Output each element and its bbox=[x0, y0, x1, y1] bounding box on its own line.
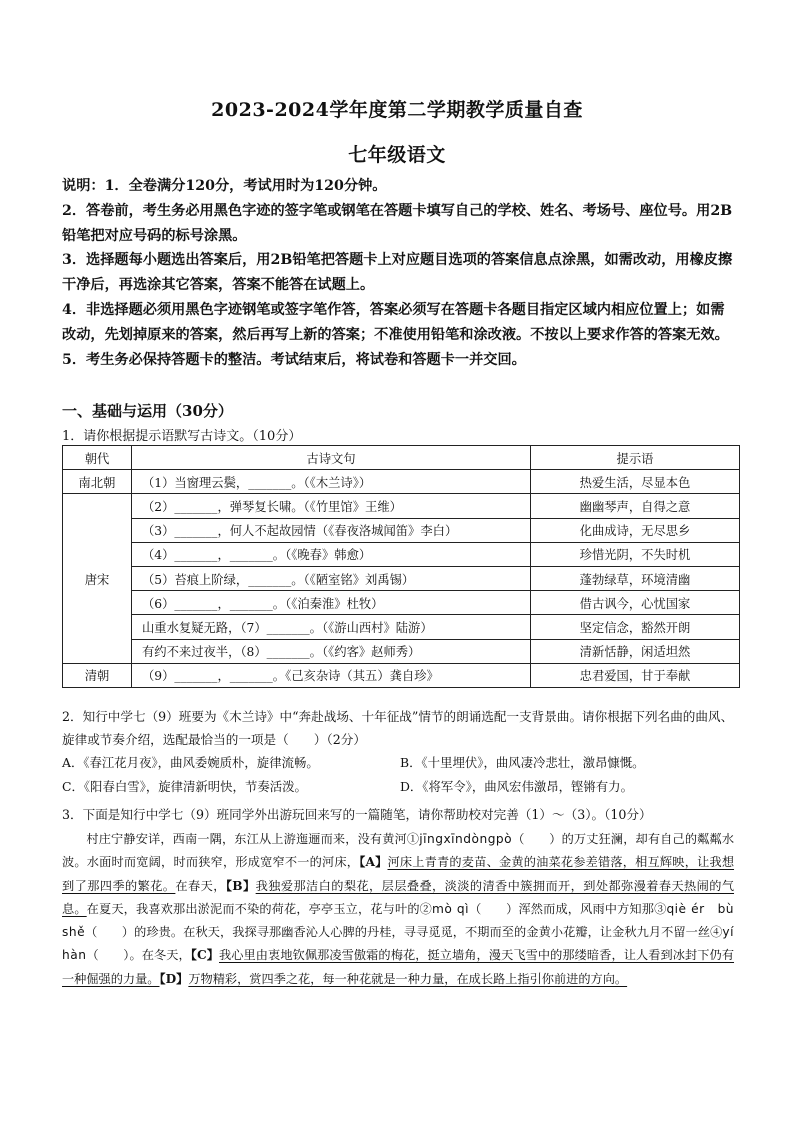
option-a: A．《春江花月夜》，曲风委婉质朴，旋律流畅。 bbox=[62, 755, 319, 770]
verse-cell: （1）当窗理云鬓，_______。（《木兰诗》） bbox=[132, 470, 531, 494]
poem-table bbox=[62, 445, 740, 688]
sentence-d: 万物精彩，赏四季之花，每一种花就是一种力量，在成长路上指引你前进的方向。 bbox=[188, 971, 628, 986]
passage-text: （ ）浑然而成，风雨中方知那③ bbox=[468, 901, 667, 916]
table-row bbox=[63, 470, 740, 494]
passage-paragraph bbox=[62, 828, 734, 991]
option-d: D．《将军令》，曲风宏伟激昂，铿锵有力。 bbox=[400, 779, 633, 794]
dynasty-cell: 南北朝 bbox=[63, 470, 132, 494]
header-dynasty: 朝代 bbox=[63, 446, 132, 470]
essay-passage bbox=[62, 828, 734, 991]
hint-cell: 借古讽今，心忧国家 bbox=[531, 591, 740, 615]
passage-text: 在春天， bbox=[175, 878, 226, 893]
dynasty-cell: 清朝 bbox=[63, 663, 132, 687]
passage-text: （ ）。在冬天， bbox=[86, 948, 191, 963]
sentence-a: 河床上青青的麦苗、金黄的油菜花参差错落，相互辉映，让我想到了那四季的繁花。 bbox=[62, 855, 735, 893]
tag-b: 【B】 bbox=[225, 878, 256, 893]
exam-subtitle: 七年级语文 bbox=[348, 144, 446, 166]
question-2 bbox=[62, 705, 742, 751]
sentence-c: 我心里由衷地钦佩那凌雪傲霜的梅花，挺立墙角，漫天飞雪中的那缕暗香，让人看到冰封下仍有一种倔强的力量。 bbox=[62, 948, 735, 986]
table-row bbox=[63, 615, 740, 639]
passage-text: 在夏天，我喜欢那出淤泥而不染的荷花，亭亭玉立，花与叶的② bbox=[86, 901, 432, 916]
table-row bbox=[63, 663, 740, 687]
hint-cell: 热爱生活，尽显本色 bbox=[531, 470, 740, 494]
verse-cell: 有约不来过夜半，（8）_______。（《约客》赵师秀） bbox=[132, 639, 531, 663]
section-heading: 一、基础与运用（30分） bbox=[62, 402, 233, 420]
passage-text: 村庄宁静安详，西南一隅，东江从上游迤逦而来，没有黄河① bbox=[86, 832, 420, 846]
table-row bbox=[63, 542, 740, 566]
verse-cell: （6）_______，_______。（《泊秦淮》杜牧） bbox=[132, 591, 531, 615]
table-row bbox=[63, 591, 740, 615]
header-verse: 古诗文句 bbox=[132, 446, 531, 470]
passage-text: （ ）的万丈狂澜，却有自己的粼粼水波。水面时而宽阔，时而狭窄，形成宽窄不一的河床， bbox=[62, 832, 735, 870]
option-b: B．《十里埋伏》，曲风凄冷悲壮，激昂慷慨。 bbox=[400, 755, 645, 770]
hint-cell: 珍惜光阴，不失时机 bbox=[531, 542, 740, 566]
tag-a: 【A】 bbox=[359, 855, 388, 870]
instruction-2: 2．答卷前，考生务必用黑色字迹的签字笔或钢笔在答题卡填写自己的学校、姓名、考场号、座位号。用2B铅笔把对应号码的标号涂黑。 bbox=[62, 202, 733, 244]
table-row bbox=[63, 494, 740, 518]
question-2-stem: 2．知行中学七（9）班要为《木兰诗》中“奔赴战场、十年征战”情节的朗诵选配一支背景曲。请你根据下列名曲的曲风、旋律或节奏介绍，选配最恰当的一项是（ ）（2分） bbox=[62, 709, 734, 747]
passage-text: （ ）的珍贵。在秋天，我探寻那幽香沁人心脾的丹桂，寻寻觅觅，不期而至的金黄小花瓣，让金秋九月不留一丝④ bbox=[85, 925, 723, 940]
sentence-b: 我独爱那洁白的梨花，层层叠叠，淡淡的清香中簇拥而开，到处都弥漫着春天热闹的气息。 bbox=[62, 878, 735, 916]
exam-title: 2023-2024学年度第二学期教学质量自查 bbox=[211, 99, 583, 121]
instruction-1: 说明：1．全卷满分120分，考试用时为120分钟。 bbox=[62, 178, 387, 194]
hint-cell: 忠君爱国，甘于奉献 bbox=[531, 663, 740, 687]
table-row bbox=[63, 566, 740, 590]
verse-cell: （5）苔痕上阶绿，_______。（《陋室铭》刘禹锡） bbox=[132, 566, 531, 590]
hint-cell: 坚定信念，豁然开朗 bbox=[531, 615, 740, 639]
tag-c: 【C】 bbox=[190, 948, 219, 963]
hint-cell: 清新恬静，闲适坦然 bbox=[531, 639, 740, 663]
hint-cell: 蓬勃绿草，环境清幽 bbox=[531, 566, 740, 590]
table-header-row bbox=[63, 446, 740, 470]
table-row bbox=[63, 639, 740, 663]
question-3-stem: 3．下面是知行中学七（9）班同学外出游玩回来写的一篇随笔，请你帮助校对完善（1）～（3）。（10分） bbox=[62, 807, 652, 822]
verse-cell: （9）_______，_______。《己亥杂诗（其五）龚自珍》 bbox=[132, 663, 531, 687]
hint-cell: 化曲成诗，无尽思乡 bbox=[531, 518, 740, 542]
tag-d: 【D】 bbox=[159, 971, 189, 986]
verse-cell: （3）_______，何人不起故园情（《春夜洛城闻笛》李白） bbox=[132, 518, 531, 542]
dynasty-cell: 唐宋 bbox=[63, 494, 132, 663]
pinyin-3: qiè ér bù shě bbox=[62, 901, 735, 940]
instructions bbox=[62, 174, 738, 372]
instruction-3: 3．选择题每小题选出答案后，用2B铅笔把答题卡上对应题目选项的答案信息点涂黑，如需改动，用橡皮擦干净后，再选涂其它答案，答案不能答在试题上。 bbox=[62, 252, 733, 294]
header-hint: 提示语 bbox=[531, 446, 740, 470]
verse-cell: 山重水复疑无路，（7）_______。（《游山西村》陆游） bbox=[132, 615, 531, 639]
table-row bbox=[63, 518, 740, 542]
pinyin-2: mò qì bbox=[431, 901, 469, 916]
question-1-prompt: 1．请你根据提示语默写古诗文。（10分） bbox=[62, 429, 302, 444]
pinyin-4: yí hàn bbox=[62, 925, 734, 963]
instruction-4: 4．非选择题必须用黑色字迹钢笔或签字笔作答，答案必须写在答题卡各题目指定区域内相应位置上；如需改动，先划掉原来的答案，然后再写上新的答案；不准使用铅笔和涂改液。不按以上要求作答的答案无效。 bbox=[62, 301, 729, 343]
instruction-5: 5．考生务必保持答题卡的整洁。考试结束后，将试卷和答题卡一并交回。 bbox=[62, 351, 526, 368]
pinyin-1: jīngxīndòngpò bbox=[419, 832, 513, 846]
verse-cell: （4）_______，_______。（《晚春》韩愈） bbox=[132, 542, 531, 566]
hint-cell: 幽幽琴声，自得之意 bbox=[531, 494, 740, 518]
verse-cell: （2）_______，弹琴复长啸。（《竹里馆》王维） bbox=[132, 494, 531, 518]
option-c: C．《阳春白雪》，旋律清新明快，节奏活泼。 bbox=[62, 779, 307, 794]
